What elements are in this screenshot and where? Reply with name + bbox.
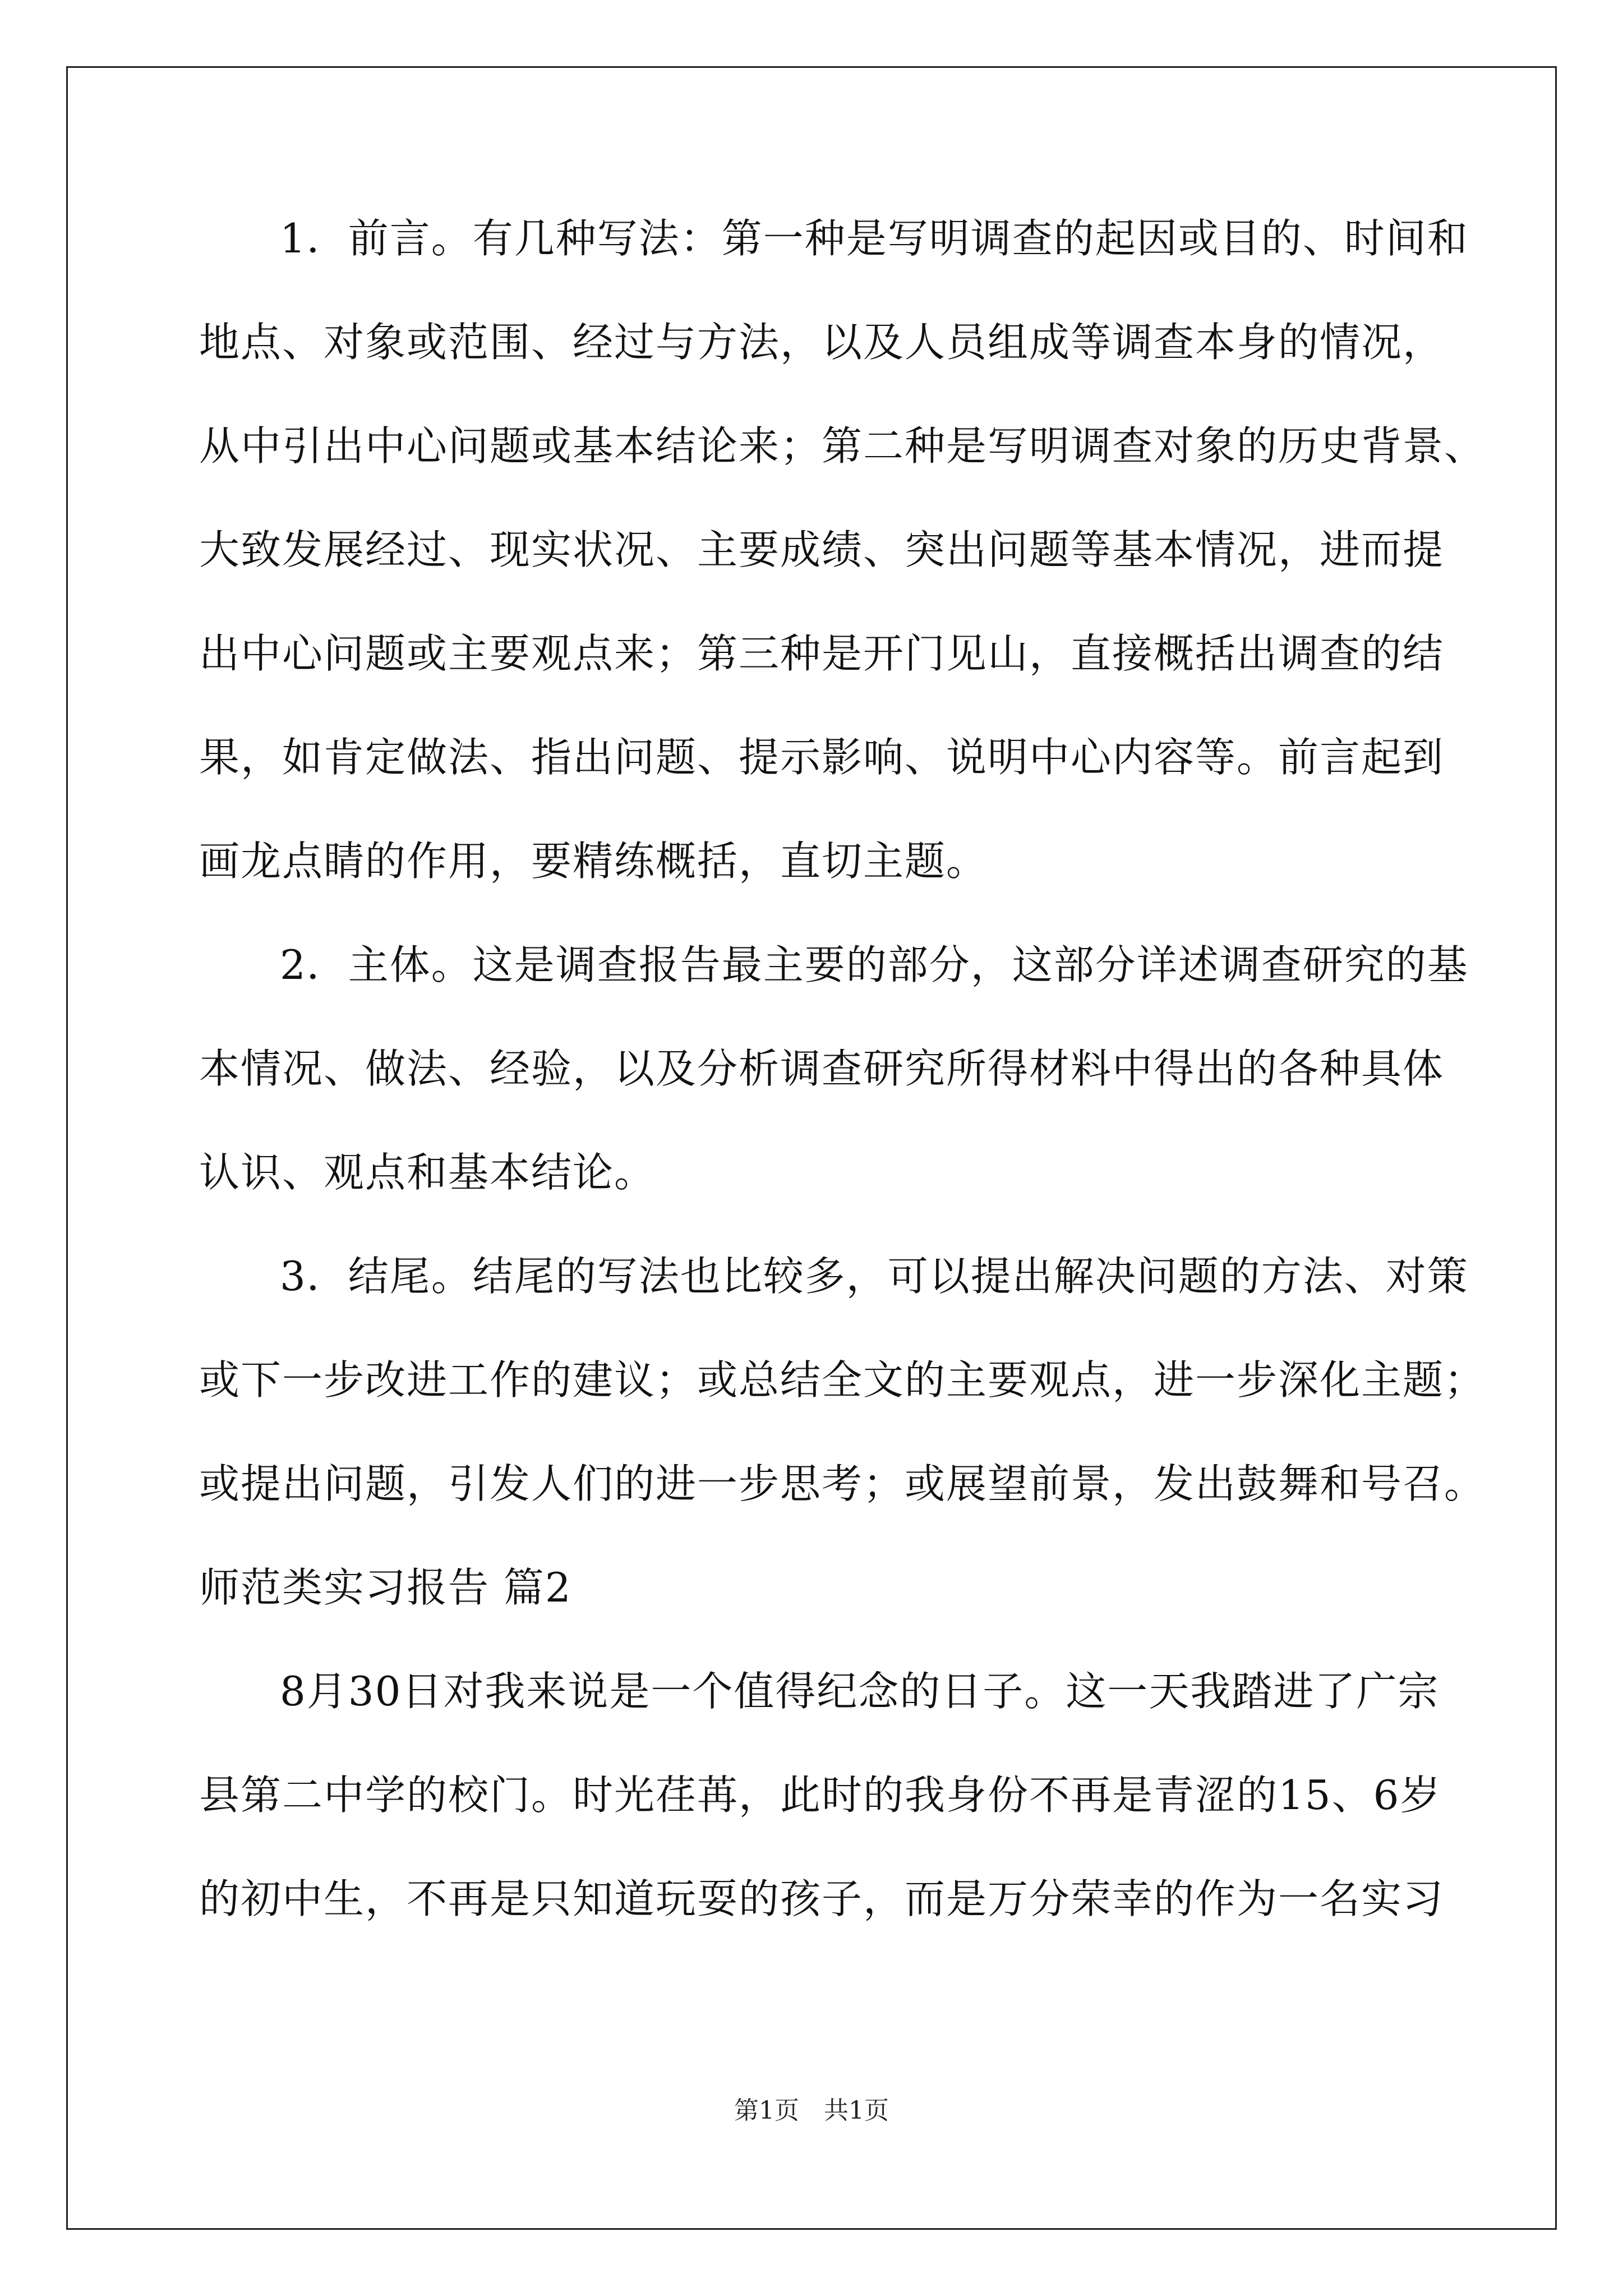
paragraph-3-line-1: 3．结尾。结尾的写法也比较多，可以提出解决问题的方法、对策	[280, 1253, 1469, 1300]
paragraph-4-line-1: 8月30日对我来说是一个值得纪念的日子。这一天我踏进了广宗	[280, 1668, 1440, 1715]
paragraph-1-line-7: 画龙点睛的作用，要精练概括，直切主题。	[199, 838, 988, 885]
page-footer: 第1页 共1页	[734, 2096, 889, 2125]
paragraph-1-line-1: 1．前言。有几种写法：第一种是写明调查的起因或目的、时间和	[280, 215, 1469, 262]
paragraph-1-line-4: 大致发展经过、现实状况、主要成绩、突出问题等基本情况，进而提	[199, 526, 1445, 573]
paragraph-1-line-2: 地点、对象或范围、经过与方法，以及人员组成等调查本身的情况，	[199, 319, 1445, 366]
paragraph-1-line-5: 出中心问题或主要观点来；第三种是开门见山，直接概括出调查的结	[199, 630, 1445, 677]
paragraph-2-line-1: 2．主体。这是调查报告最主要的部分，这部分详述调查研究的基	[280, 941, 1469, 988]
paragraph-4-line-3: 的初中生，不再是只知道玩耍的孩子，而是万分荣幸的作为一名实习	[199, 1875, 1445, 1922]
paragraph-1-line-6: 果，如肯定做法、指出问题、提示影响、说明中心内容等。前言起到	[199, 734, 1445, 781]
paragraph-2-line-2: 本情况、做法、经验，以及分析调查研究所得材料中得出的各种具体	[199, 1045, 1445, 1092]
paragraph-1-line-3: 从中引出中心问题或基本结论来；第二种是写明调查对象的历史背景、	[199, 422, 1486, 470]
paragraph-2-line-3: 认识、观点和基本结论。	[199, 1149, 656, 1196]
section-heading: 师范类实习报告 篇2	[199, 1564, 572, 1611]
paragraph-4-line-2: 县第二中学的校门。时光荏苒，此时的我身份不再是青涩的15、6岁	[199, 1772, 1442, 1819]
paragraph-3-line-2: 或下一步改进工作的建议；或总结全文的主要观点，进一步深化主题；	[199, 1356, 1486, 1404]
paragraph-3-line-3: 或提出问题，引发人们的进一步思考；或展望前景，发出鼓舞和号召。	[199, 1460, 1486, 1507]
